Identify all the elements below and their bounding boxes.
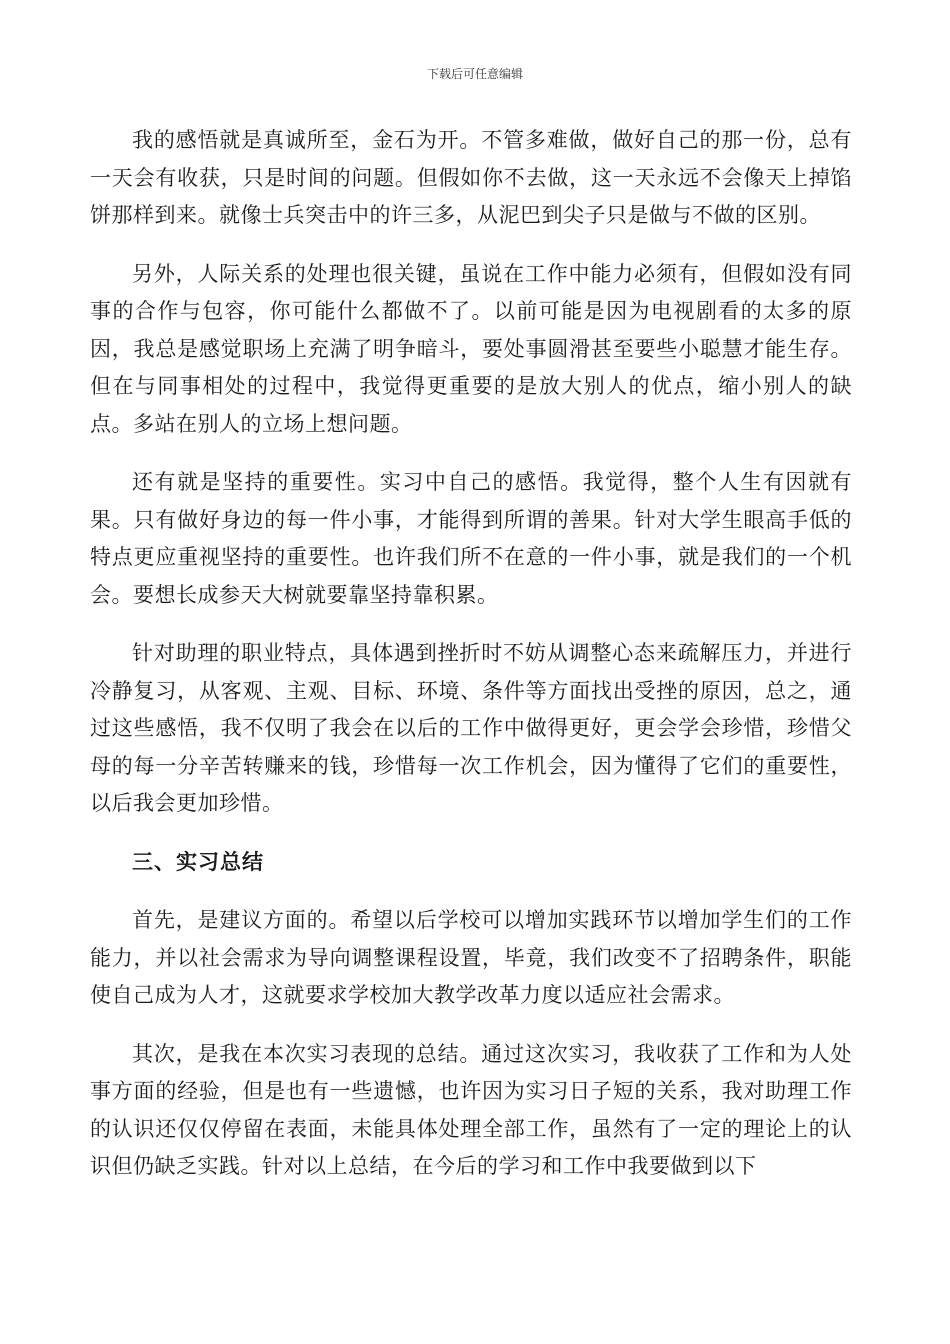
paragraph-assistant-traits: 针对助理的职业特点，具体遇到挫折时不妨从调整心态来疏解压力，并进行冷静复习，从客观、主观、目标、环境、条件等方面找出受挫的原因，总之，通过这些感悟，我不仅明了我会在以后的工作中做得更好，更会学会珍惜，珍惜父母的每一分辛苦转赚来的钱，珍惜每一次工作机会，因为懂得了它们的重要性，以后我会更加珍惜。: [90, 641, 852, 815]
page-header: 下载后可任意编辑: [426, 67, 523, 81]
section-heading-summary: 三、实习总结: [132, 849, 264, 874]
paragraph-sincerity: 我的感悟就是真诚所至，金石为开。不管多难做，做好自己的那一份，总有一天会有收获，只是时间的问题。但假如你不去做，这一天永远不会像天上掉馅饼那样到来。就像士兵突击中的许三多，从泥巴到尖子只是做与不做的区别。: [90, 128, 852, 227]
paragraph-relationships: 另外，人际关系的处理也很关键，虽说在工作中能力必须有，但假如没有同事的合作与包容，你可能什么都做不了。以前可能是因为电视剧看的太多的原因，我总是感觉职场上充满了明争暗斗，要处事圆滑甚至要些小聪慧才能生存。但在与同事相处的过程中，我觉得更重要的是放大别人的优点，缩小别人的缺点。多站在别人的立场上想问题。: [90, 261, 852, 436]
paragraph-suggestions: 首先，是建议方面的。希望以后学校可以增加实践环节以增加学生们的工作能力，并以社会需求为导向调整课程设置，毕竟，我们改变不了招聘条件，职能使自己成为人才，这就要求学校加大教学改革力度以适应社会需求。: [90, 908, 852, 1007]
paragraph-performance-summary: 其次，是我在本次实习表现的总结。通过这次实习，我收获了工作和为人处事方面的经验，但是也有一些遗憾，也许因为实习日子短的关系，我对助理工作的认识还仅仅停留在表面，未能具体处理全部工作，虽然有了一定的理论上的认识但仍缺乏实践。针对以上总结，在今后的学习和工作中我要做到以下: [90, 1041, 852, 1178]
document-body: [90, 122, 852, 1207]
paragraph-persistence: 还有就是坚持的重要性。实习中自己的感悟。我觉得，整个人生有因就有果。只有做好身边的每一件小事，才能得到所谓的善果。针对大学生眼高手低的特点更应重视坚持的重要性。也许我们所不在意的一件小事，就是我们的一个机会。要想长成参天大树就要靠坚持靠积累。: [90, 470, 852, 607]
